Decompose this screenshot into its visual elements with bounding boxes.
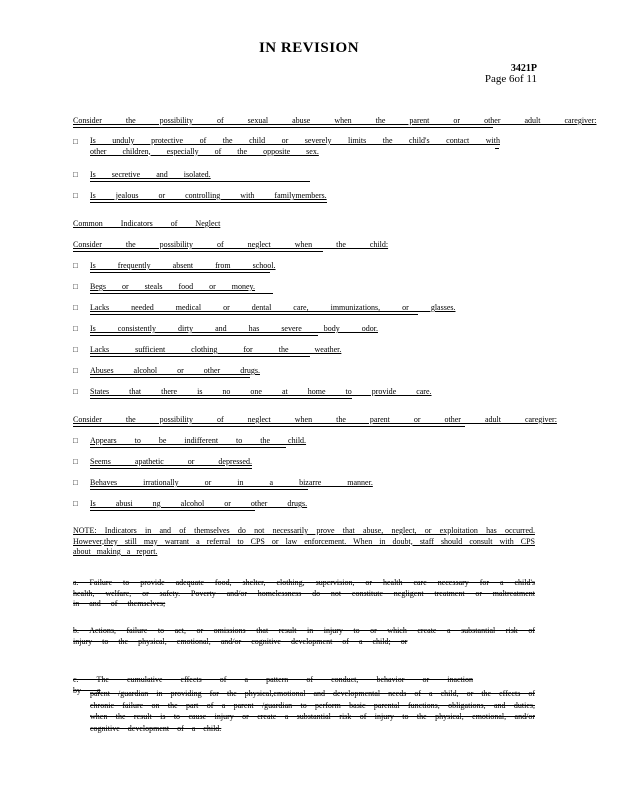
list-item: Lacks needed medical or dental care, immunizations, or glasses. (90, 303, 456, 312)
list-item: Is jealous or controlling with familymembers. (90, 191, 327, 200)
bullet-icon: □ (73, 170, 78, 179)
bullet-icon: □ (73, 366, 78, 375)
list-item: Behaves irrationally or in a bizarre manner. (90, 478, 373, 487)
rule (90, 335, 318, 336)
page-number: Page 6of 11 (484, 73, 537, 85)
bullet-icon: □ (73, 282, 78, 291)
list-item: Abuses alcohol or other drugs. (90, 366, 260, 375)
list-item: States that there is no one at home to provide care. (90, 387, 432, 396)
definition-c-rest: parent /guardian in providing for the physical,emotional and developmental needs of a child, or the effects of chronic failure on the part of a parent /guardian to perform basic parental functions, obligations, and duties, when the result is to cause injury or create a substantial risk of injury to the physical, emotional, and/or cognitive development of a child. (90, 689, 535, 733)
bullet-icon: □ (73, 387, 78, 396)
bullet-icon: □ (73, 261, 78, 270)
section1-heading-rule (73, 127, 493, 128)
section2-title: Common Indicators of Neglect (73, 219, 221, 228)
rule (90, 272, 270, 273)
document-number: 3421P (510, 63, 537, 74)
rule (90, 377, 250, 378)
rule (90, 314, 418, 315)
rule (90, 356, 310, 357)
rule (90, 447, 286, 448)
list-item: Is unduly protective of the child or severely limits the child's contact with other children, especially of the opposite sex. (90, 136, 500, 156)
section2-heading: Consider the possibility of neglect when the child: (73, 240, 389, 249)
document-title: IN REVISION (258, 40, 360, 56)
list-item: Is consistently dirty and has severe body odor. (90, 324, 378, 333)
bullet-icon: □ (73, 345, 78, 354)
section1-heading: Consider the possibility of sexual abuse when the parent or other adult caregiver: (73, 116, 597, 125)
list-item: Begs or steals food or money. (90, 282, 256, 291)
rule (495, 148, 499, 149)
list-item: Seems apathetic or depressed. (90, 457, 252, 466)
rule (90, 293, 273, 294)
list-item: Lacks sufficient clothing for the weather. (90, 345, 342, 354)
bullet-icon: □ (73, 137, 78, 146)
section2-heading-rule (73, 251, 323, 252)
list-item: Is abusi ng alcohol or other drugs. (90, 499, 308, 508)
bullet-icon: □ (73, 191, 78, 200)
bullet-icon: □ (73, 457, 78, 466)
section3-heading: Consider the possibility of neglect when the parent or other adult caregiver: (73, 415, 557, 424)
bullet-icon: □ (73, 478, 78, 487)
rule (90, 181, 310, 182)
bullet-icon: □ (73, 499, 78, 508)
rule (90, 510, 255, 511)
rule (90, 202, 327, 203)
rule (90, 398, 352, 399)
rule (90, 489, 308, 490)
list-item: Is secretive and isolated. (90, 170, 211, 179)
bullet-icon: □ (73, 324, 78, 333)
definition-a: a. Failure to provide adequate food, shelter, clothing, supervision, or health care necessary for a child's health, welfare, or safety. Poverty and/or homelessness do not constitute negligent treatment or maltreatment in and of themselves; (73, 578, 535, 608)
list-item: Appears to be indifferent to the child. (90, 436, 307, 445)
note-paragraph: NOTE: Indicators in and of themselves do not necessarily prove that abuse, neglect, or exploitation has occurred. However,they still may warrant a referral to CPS or law enforcement. When in doubt, staff should consult with CPS about making a report. (73, 526, 535, 556)
definition-c-first: c. The cumulative effects of a pattern of conduct, behavior or inaction by a (73, 675, 473, 695)
section3-heading-rule (73, 426, 465, 427)
list-item: Is frequently absent from school. (90, 261, 276, 270)
definition-b: b. Actions, failure to act, or omissions that result in injury to or which create a substantial risk of injury to the physical, emotional, and/or cognitive development of a child; or (73, 626, 535, 646)
rule (90, 468, 252, 469)
bullet-icon: □ (73, 303, 78, 312)
bullet-icon: □ (73, 436, 78, 445)
